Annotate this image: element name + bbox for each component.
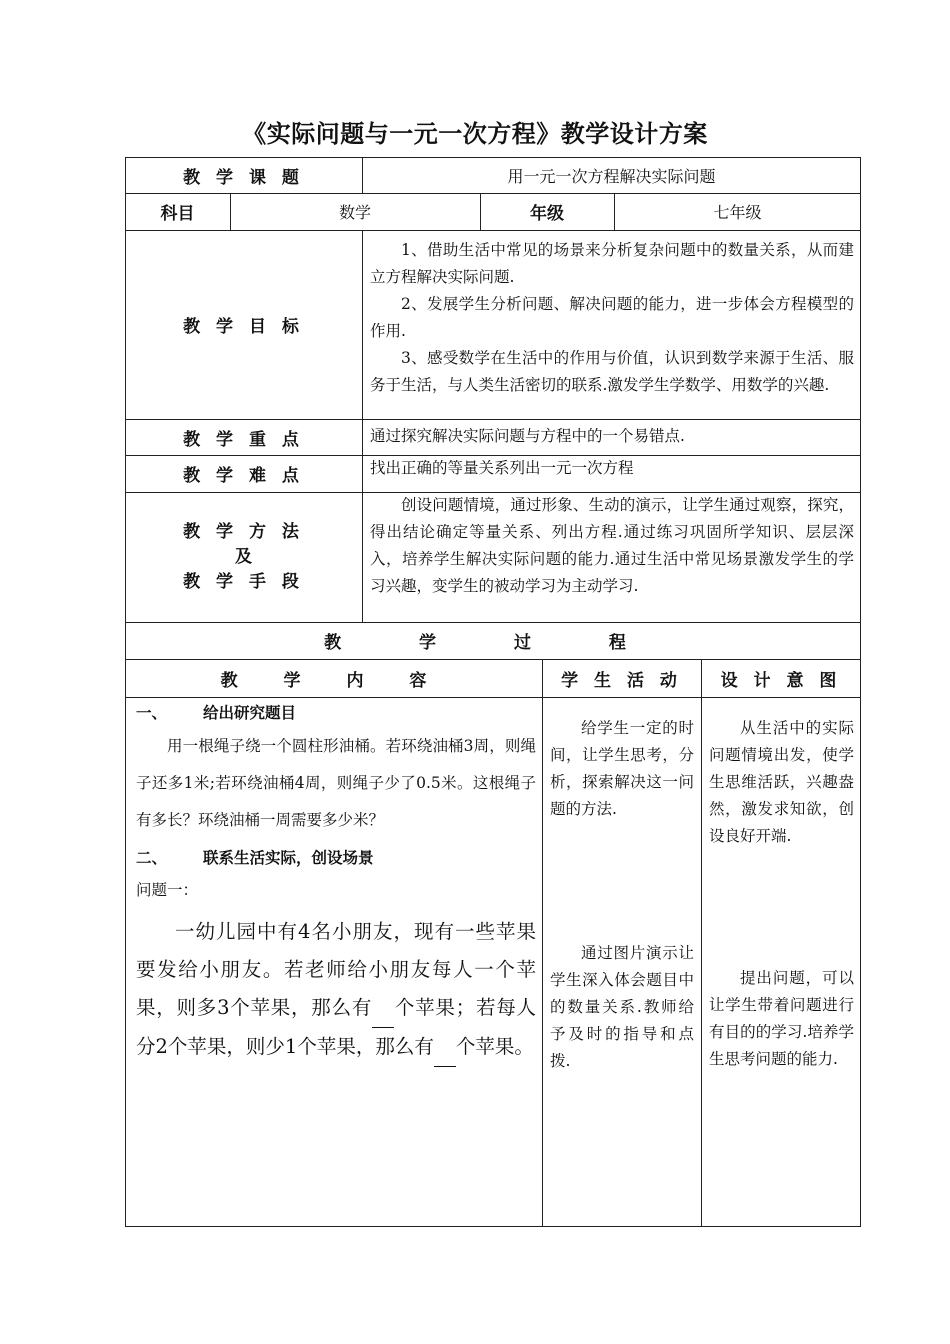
- method-value: [370, 492, 854, 600]
- topic-label: 教 学 课 题: [183, 167, 304, 188]
- method-label-line: 教 学 手 段: [183, 571, 304, 592]
- method-label: [125, 492, 362, 622]
- section1-problem: 用一根绳子绕一个圆柱形油桶。若环绕油桶3周，则绳子还多1米;若环绕油桶4周，则绳子少了0.5米。这根绳子有多长？环绕油桶一周需要多少米？: [136, 737, 536, 829]
- process-header: 教 学 过 程: [324, 633, 662, 653]
- question-text-part: 个苹果；若每人分2个苹果，则少1个苹果，那么有: [136, 996, 536, 1058]
- col-divider: [362, 230, 363, 622]
- col-header-content: 教 学 内 容: [220, 670, 447, 691]
- focus-label: 教 学 重 点: [183, 429, 304, 450]
- method-label-line: 教 学 方 法: [183, 521, 304, 542]
- goal-item: 2、发展学生分析问题、解决问题的能力，进一步体会方程模型的作用.: [370, 295, 854, 340]
- design-intent-2: 提出问题，可以让学生带着问题进行有目的的学习.培养学生思考问题的能力.: [709, 969, 854, 1068]
- goals-label: 教 学 目 标: [183, 317, 304, 337]
- col-header-intent: 设 计 意 图: [720, 670, 842, 691]
- content-column: [136, 700, 536, 1067]
- section-title: 给出研究题目: [203, 703, 297, 722]
- method-text: 创设问题情境，通过形象、生动的演示，让学生通过观察，探究，得出结论确定等量关系、列出方程.通过练习巩固所学知识、层层深入，培养学生解决实际问题的能力.通过生活中常见场景激发学生的学习兴趣，变学生的被动学习为主动学习.: [370, 496, 854, 595]
- section-number: 二、: [136, 848, 168, 867]
- question-text-part: 一幼儿园中有4名小朋友，现有一些苹果要发给小朋友。若老师给小朋友每人一个苹果，则多3个苹果，那么有: [136, 920, 536, 1019]
- goal-item: 3、感受数学在生活中的作用与价值，认识到数学来源于生活、服务于生活，与人类生活密切的联系.激发学生学数学、用数学的兴趣.: [370, 349, 854, 394]
- grade-label: 年级: [530, 204, 564, 224]
- grade-value: 七年级: [713, 203, 762, 222]
- col-header-activity: 学 生 活 动: [561, 670, 682, 691]
- section-number: 一、: [136, 703, 168, 722]
- difficulty-label: 教 学 难 点: [183, 466, 304, 486]
- section-heading: [136, 845, 536, 871]
- focus-value: 通过探究解决实际问题与方程中的一个易错点.: [370, 427, 685, 445]
- student-activity-2: 通过图片演示让学生深入体会题目中的数量关系.教师给予及时的指导和点拨.: [550, 944, 694, 1070]
- student-activity-1: 给学生一定的时间，让学生思考，分析，探索解决这一问题的方法.: [550, 719, 694, 818]
- section-title: 联系生活实际，创设场景: [203, 848, 374, 867]
- subject-label: 科目: [160, 204, 195, 224]
- difficulty-value: 找出正确的等量关系列出一元一次方程: [370, 459, 634, 477]
- document-title: 《实际问题与一元一次方程》教学设计方案: [242, 119, 708, 148]
- row-divider: [125, 697, 861, 698]
- topic-value: 用一元一次方程解决实际问题: [507, 166, 716, 186]
- question-text-part: 个苹果。: [455, 1035, 534, 1058]
- answer-blank: [434, 1028, 456, 1067]
- answer-blank: [372, 989, 394, 1028]
- col-divider: [542, 659, 543, 1227]
- goals-list: [370, 237, 854, 399]
- goal-item: 1、借助生活中常见的场景来分析复杂问题中的数量关系，从而建立方程解决实际问题.: [370, 241, 854, 286]
- section-heading: [136, 700, 536, 726]
- subject-value: 数学: [338, 203, 371, 222]
- method-label-line: 及: [235, 546, 252, 567]
- question-label: 问题一：: [136, 881, 199, 899]
- question-one-text: [136, 913, 536, 1067]
- design-intent-1: 从生活中的实际问题情境出发，使学生思维活跃，兴趣盎然，激发求知欲，创设良好开端.: [709, 719, 854, 845]
- col-divider: [701, 659, 702, 1227]
